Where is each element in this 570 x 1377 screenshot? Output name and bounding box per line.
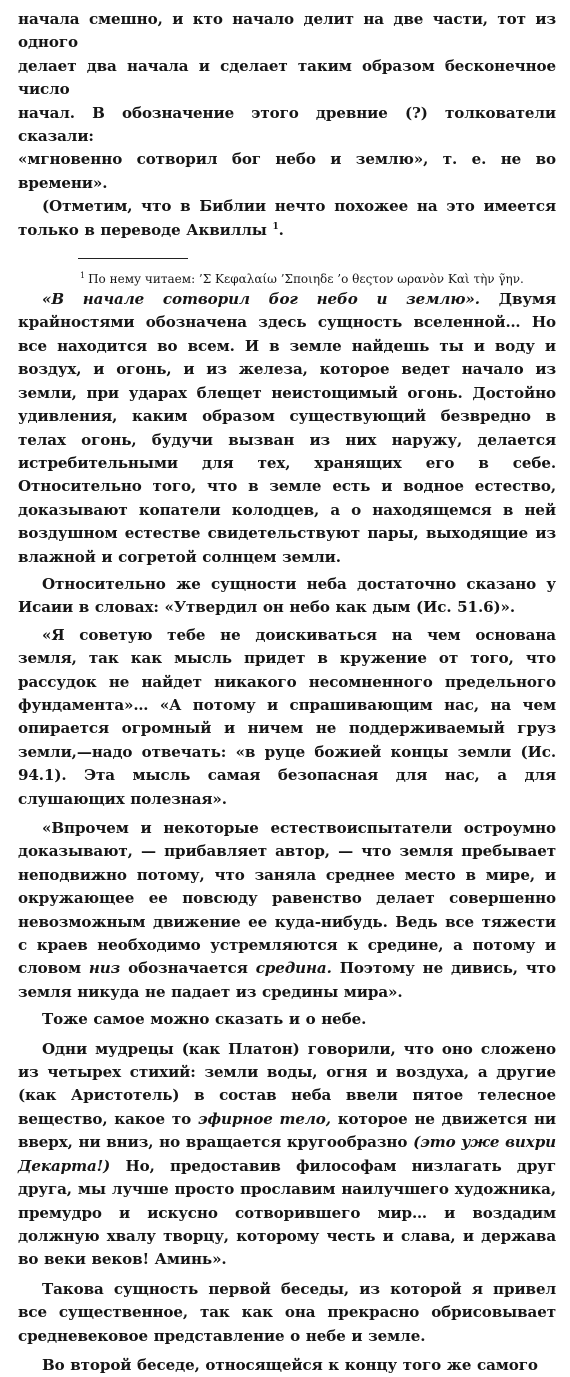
footnote-reference: 1 [272,221,279,232]
paragraph-continued [18,8,556,195]
creation-quote: «В начале сотворил бог небо и землю». [42,290,480,309]
descartes-remark: (это уже вихри Декарта!) [18,1133,557,1175]
text-line-4: «мгновенно сотворил бог небо и землю», т. е. не во времени». [18,150,556,192]
sages-text-b: которое не движется ни вверх, ни вниз, но вращается кругообразно [18,1109,557,1152]
word-sredina: средина. [255,959,332,978]
ether-body-phrase: эфирное тело, [197,1109,331,1128]
word-niz: низ [88,959,121,978]
aquila-text: (Отметим, что в Библии нечто похожее на это имеется только в переводе Аквиллы [18,197,556,239]
sages-text-c: Но, предоставив философам низлагать друг друга, мы лучше просто прославим наилучшего художника, премудро и искусно сотворившего мир… и воздадим должную хвалу творцу, которому честь и слава, и держава во веки веков! Аминь». [18,1156,557,1269]
paragraph-aquila-note [18,195,556,242]
naturalists-text-a: «Впрочем и некоторые естествоиспытатели остроумно доказывают, — прибавляет автор, — что земля пребывает неподвижно потому, что заняла среднее место в мире, и окружающее ее повсюду равенство делает совершенно невозможным движение ее куда-нибудь. Ведь все тяжести с краев необходимо устремляются к средине, а потому и словом [18,819,556,978]
naturalists-text-c: Поэтому не дивись, что земля никуда не падает из средины мира». [18,959,557,1001]
sages-text-a: Одни мудрецы (как Платон) говорили, что оно сложено из четырех стихий: земли воды, огня и воздуха, а другие (как Аристотель) в состав неба ввели пятое телесное вещество, какое то [18,1039,556,1128]
paragraph-about-sky: Тоже самое можно сказать и о небе. [42,1010,367,1029]
paragraph-naturalists [18,817,556,1004]
paragraph-isaiah: Относительно же сущности неба достаточно сказано у Исаии в словах: «Утвердил он небо как дым (Ис. 51.6)». [18,574,556,617]
paragraph-sages [18,1038,556,1272]
text-line-2: делает два начала и сделает таким образом бесконечное число [18,56,556,99]
paragraph-summary: Такова сущность первой беседы, из которой я привел все существенное, так как она прекрасно обрисовывает средневековое представление о небе и земле. [18,1279,556,1345]
aquila-end: . [278,220,284,239]
paragraph-creation-quote [18,288,556,569]
book-page [18,8,556,1377]
footnote-rule [78,258,188,259]
footnote-text: По нему читаем: ’Σ Κεφαλαίω ’Σποιηδε ’ο θεςτον ωρανὸν Καὶ τὴν γ̃ην. [88,272,524,287]
footnote-mark: 1 [80,271,86,281]
text-line-3: начал. В обозначение этого древние (?) толкователи сказали: [18,103,556,146]
naturalists-text-b: обозначается [128,959,248,978]
footnote [80,267,556,288]
paragraph-foundation-of-earth: «Я советую тебе не доискиваться на чем основана земля, так как мысль придет в кружение от того, что рассудок не найдет никакого несомненного предельного фундамента»… «А потому и спрашивающим нас, на чем опирается огромный и ничем не поддерживаемый груз земли,—надо отвечать: «в руце божией концы земли (Ис. 94.1). Эта мысль самая безопасная для нас, а для слушающих полезная». [18,625,556,808]
text-line-1: начала смешно, и кто начало делит на две части, тот из одного [18,10,556,52]
paragraph-second-homily: Во второй беседе, относящейся к концу того же самого [42,1355,538,1374]
creation-commentary: Двумя крайностями обозначена здесь сущность вселенной… Но все находится во всем. И в земле найдешь ты и воду и воздух, и огонь, и из железа, которое ведет начало из земли, при ударах блещет неистощимый огонь. Достойно удивления, каким образом существующий безвредно в телах огонь, будучи вызван из них наружу, делается истребительными для тех, хранящих его в себе. Относительно того, что в земле есть и водное естество, доказывают копатели колодцев, а о находящемся в ней воздушном естестве свидетельствуют пары, выходящие из влажной и согретой солнцем земли. [18,290,556,566]
